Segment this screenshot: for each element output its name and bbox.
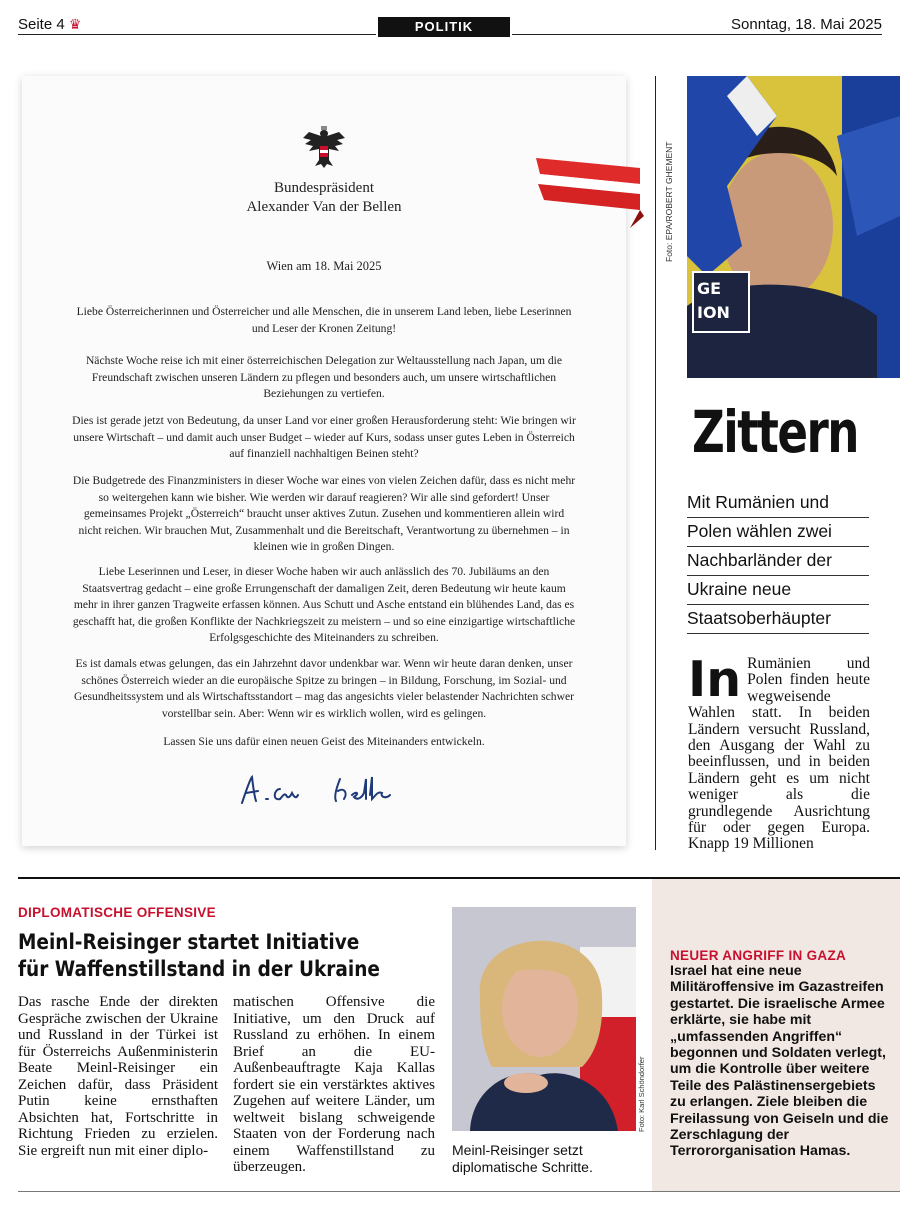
article-headline: Zittern [692, 398, 858, 466]
svg-text:GE: GE [697, 279, 722, 298]
header-rule-right [512, 34, 882, 35]
minister-photo [452, 907, 636, 1131]
subheadline-line: Ukraine neue [687, 575, 869, 605]
article-body [688, 651, 870, 853]
headline-line: Meinl-Reisinger startet Initiative [18, 930, 360, 955]
letter-paragraph: Nächste Woche reise ich mit einer österreichischen Delegation zur Weltausstellung nach Japan, um die Freundschaft zwischen unseren Ländern zu pflegen und besonders auch, um unsere wirtschaftlichen Beziehungen zu vertiefen. [85, 354, 563, 400]
signature [236, 771, 406, 811]
article-kicker: DIPLOMATISCHE OFFENSIVE [18, 905, 216, 920]
footer-rule [18, 1191, 900, 1192]
letter-place-date: Wien am 18. Mai 2025 [266, 259, 382, 273]
austrian-eagle-icon [299, 124, 349, 170]
crown-icon: ♛ [68, 16, 82, 32]
article-body-text: Rumänien und Polen finden heute wegweisende Wahlen statt. In beiden Ländern versucht Russland, den Ausgang der Wahl zu beeinflussen, und in beiden Ländern geht es um nicht weniger als die grundlegende Ausrichtung für oder gegen Europa. Knapp 19 Millionen [688, 655, 870, 853]
election-poster-photo [687, 76, 900, 378]
gaza-text: Israel hat eine neue Militäroffensive im Gazastreifen gestartet. Die israelische Armee erklärte, sie habe mit „umfassenden Angriffen“ begonnen und Soldaten verlegt, um die Kontrolle über weitere Teile des Palästinensergebiets zu erlangen. Ziele bleiben die Freilassung von Geiseln und die Zerschlagung der Terrororganisation Hamas. [670, 963, 889, 1160]
letter-paragraph: Es ist damals etwas gelungen, das ein Jahrzehnt davor undenkbar war. Wenn wir heute daran denken, unser schönes Österreich wieder an die europäische Spitze zu bringen – in Bildung, Forschung, im Sozial- und Gesundheitssystem und als Wirtschaftsstandort – mag das angesichts vieler belastender Nachrichten schwer vorstellbar sein. Aber: Wenn wir es wirklich wollen, wird es gelingen. [74, 657, 574, 720]
gaza-kicker: NEUER ANGRIFF IN GAZA [670, 948, 847, 963]
austria-flag-ribbon [536, 156, 646, 230]
section-label: POLITIK [378, 17, 510, 37]
letter-issuer-name: Alexander Van der Bellen [246, 199, 402, 215]
portrait-image [452, 907, 636, 1131]
article-headline [18, 929, 380, 983]
subheadline-line: Staatsoberhäupter [687, 604, 869, 634]
issue-date: Sonntag, 18. Mai 2025 [731, 16, 882, 33]
article-column-2: matischen Offensive die Initiative, um den Druck auf Russland zu erhöhen. In einem Brief an die EU-Außenbeauftragte Kaja Kallas fordert sie ein verstärktes aktives Zugehen auf weitere Länder, um weltweit bislang schweigende Staaten von der Forderung nach einem Waffenstillstand zu überzeugen. [233, 994, 435, 1175]
subheadline-line: Mit Rumänien und [687, 488, 869, 518]
dropcap: In [688, 651, 742, 708]
svg-text:ION: ION [697, 303, 730, 322]
subheadline-line: Nachbarländer der [687, 546, 869, 576]
headline-line: für Waffenstillstand in der Ukraine [18, 957, 380, 982]
page-label: Seite 4 [18, 16, 65, 33]
letter-paragraph: Liebe Österreicherinnen und Österreicher und alle Menschen, die in unserem Land leben, liebe Leserinnen und Leser der Kronen Zeitung! [76, 305, 572, 335]
photo-caption: Meinl-Reisinger setzt diplomatische Schritte. [452, 1142, 593, 1175]
letter-issuer-title: Bundespräsident [274, 180, 374, 196]
photo-credit: Foto: Karl Schöndorfer [637, 1056, 646, 1132]
subheadline-line: Polen wählen zwei [687, 517, 869, 547]
column-divider [655, 76, 656, 850]
header-rule-left [18, 34, 376, 35]
letter-paragraph: Liebe Leserinnen und Leser, in dieser Woche haben wir auch anlässlich des 70. Jubiläums an den Staatsvertrag gedacht – eine große Errungenschaft der damaligen Zeit, deren Bedeutung wir heute kaum mehr in ihrer ganzen Tragweite erfassen können. Aus Schutt und Asche entstand ein blühendes Land, das es geschafft hat, die großen Konflikte der Nachkriegszeit zu meistern – und so eine einzigartige wirtschaftliche Erfolgsgeschichte des Miteinanders zu schreiben. [72, 565, 576, 644]
letter-paragraph: Dies ist gerade jetzt von Bedeutung, da unser Land vor einer großen Herausforderung steht: Wie bringen wir unsere Wirtschaft – und damit auch unser Budget – wieder auf Kurs, sodass unser gutes Leben in Österreich auf finanziell nachhaltigen Beinen steht? [72, 414, 576, 460]
torn-poster-image [687, 76, 900, 378]
photo-credit: Foto: EPA/ROBERT GHEMENT [664, 141, 674, 262]
letter-paragraph: Die Budgetrede des Finanzministers in dieser Woche war eines von vielen Zeichen dafür, dass es nicht mehr so weitergehen kann wie bisher. Wie werden wir darauf reagieren? Wir alle sind gefordert! Unser gemeinsames Projekt „Österreich“ braucht unser aktives Zutun. Zusehen und kommentieren allein wird nicht reichen. Wir brauchen Mut, Zusammenhalt und die Bereitschaft, Verantwortung zu übernehmen – in kleinen wie in großen Dingen. [72, 474, 576, 553]
page-number [18, 16, 81, 33]
article-column-1: Das rasche Ende der direkten Gespräche zwischen der Ukraine und Russland in der Türkei ist für Österreichs Außenministerin Beate Meinl-Reisinger ein Zeichen dafür, dass Präsident Putin keine ernsthaften Absichten hat, Fortschritte in Richtung Frieden zu erzielen. Sie ergreift nun mit einer diplo- [18, 994, 218, 1159]
letter-paragraph: Lassen Sie uns dafür einen neuen Geist des Miteinanders entwickeln. [163, 735, 485, 748]
